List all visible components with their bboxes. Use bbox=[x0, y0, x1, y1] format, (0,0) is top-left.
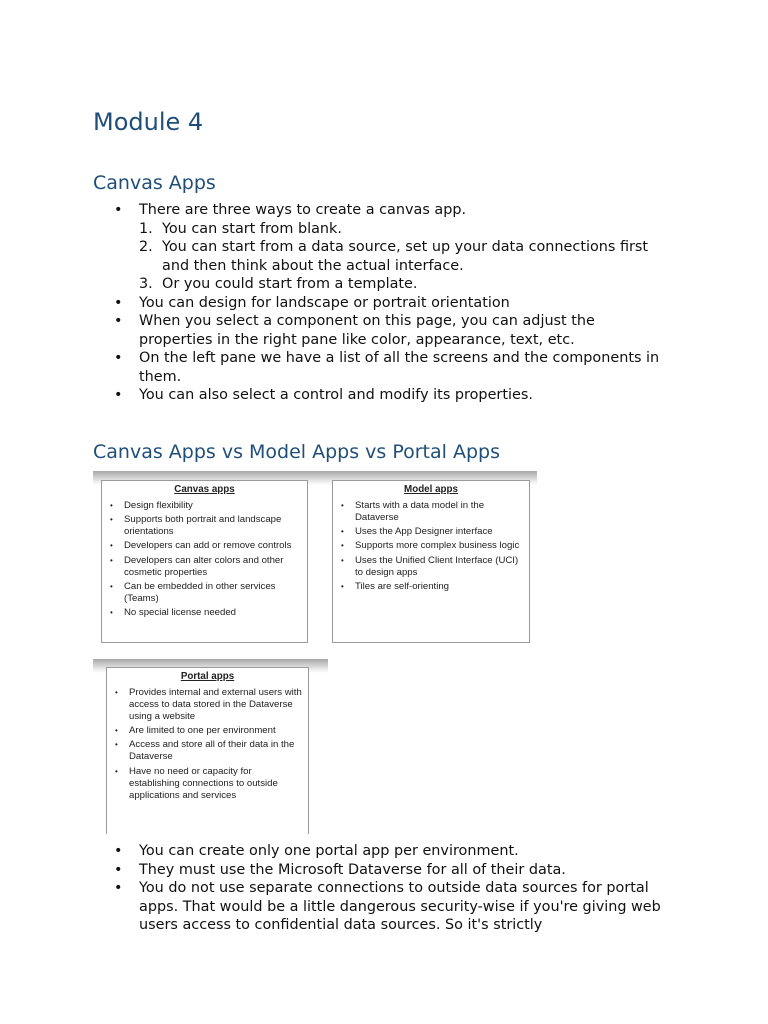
ways-list bbox=[139, 220, 672, 294]
list-item: • When you select a component on this page, you can adjust the properties in the right pane like color, appearance, text, etc. bbox=[112, 312, 672, 349]
numbered-item-text: Or you could start from a template. bbox=[162, 276, 418, 292]
card-title: Canvas apps bbox=[174, 484, 235, 495]
card-item: • Have no need or capacity for establishing connections to outside applications and services bbox=[107, 766, 302, 802]
list-item: • On the left pane we have a list of all the screens and the components in them. bbox=[112, 349, 672, 386]
list-item-text: There are three ways to create a canvas app. bbox=[139, 202, 467, 218]
list-item: • You can also select a control and modify its properties. bbox=[112, 386, 672, 405]
item-number: 1. bbox=[139, 220, 153, 237]
list-item: • You can create only one portal app per environment. bbox=[112, 842, 672, 861]
list-item: • You do not use separate connections to outside data sources for portal apps. That would be a little dangerous security-wise if you're giving web users access to confidential data sources. So it's strictly bbox=[112, 879, 672, 935]
list-item: • You can design for landscape or portrait orientation bbox=[112, 294, 672, 313]
page-title: Module 4 bbox=[93, 108, 204, 136]
card-item: • Uses the App Designer interface bbox=[333, 526, 523, 538]
card-item: • Uses the Unified Client Interface (UCI) to design apps bbox=[333, 555, 523, 579]
item-number: 3. bbox=[139, 276, 153, 292]
card-item: • Are limited to one per environment bbox=[107, 725, 302, 737]
numbered-item bbox=[139, 238, 672, 275]
card-item: • Design flexibility bbox=[102, 500, 301, 512]
comparison-image bbox=[93, 471, 537, 647]
card-item: • Developers can add or remove controls bbox=[102, 540, 301, 552]
portal-apps-image bbox=[93, 659, 328, 833]
portal-apps-list bbox=[112, 842, 672, 935]
list-item: • They must use the Microsoft Dataverse for all of their data. bbox=[112, 861, 672, 880]
card-item: • Tiles are self-orienting bbox=[333, 581, 523, 593]
numbered-item bbox=[139, 220, 672, 239]
portal-apps-card bbox=[106, 667, 309, 834]
card-item: • No special license needed bbox=[102, 607, 301, 619]
card-list bbox=[333, 500, 529, 593]
card-item: • Can be embedded in other services (Teams) bbox=[102, 581, 301, 605]
card-item: • Supports more complex business logic bbox=[333, 540, 523, 552]
model-apps-card bbox=[332, 480, 530, 643]
card-item: • Developers can alter colors and other cosmetic properties bbox=[102, 555, 301, 579]
card-list bbox=[102, 500, 307, 619]
card-list bbox=[107, 687, 308, 802]
card-item: • Supports both portrait and landscape orientations bbox=[102, 514, 301, 538]
numbered-item bbox=[139, 275, 672, 294]
card-item: • Provides internal and external users with access to data stored in the Dataverse using a website bbox=[107, 687, 302, 723]
card-item: • Access and store all of their data in the Dataverse bbox=[107, 739, 302, 763]
card-title: Model apps bbox=[404, 484, 458, 495]
numbered-item-text: You can start from blank. bbox=[162, 220, 342, 237]
canvas-apps-list bbox=[112, 201, 672, 405]
section-heading-canvas-apps: Canvas Apps bbox=[93, 172, 216, 194]
section-heading-comparison: Canvas Apps vs Model Apps vs Portal Apps bbox=[93, 441, 500, 463]
card-title: Portal apps bbox=[180, 671, 235, 682]
canvas-apps-card bbox=[101, 480, 308, 643]
card-item: • Starts with a data model in the Dataverse bbox=[333, 500, 523, 524]
numbered-item-text: You can start from a data source, set up your data connections first and then think about the actual interface. bbox=[162, 239, 649, 274]
list-item bbox=[112, 201, 672, 294]
item-number: 2. bbox=[139, 239, 153, 255]
